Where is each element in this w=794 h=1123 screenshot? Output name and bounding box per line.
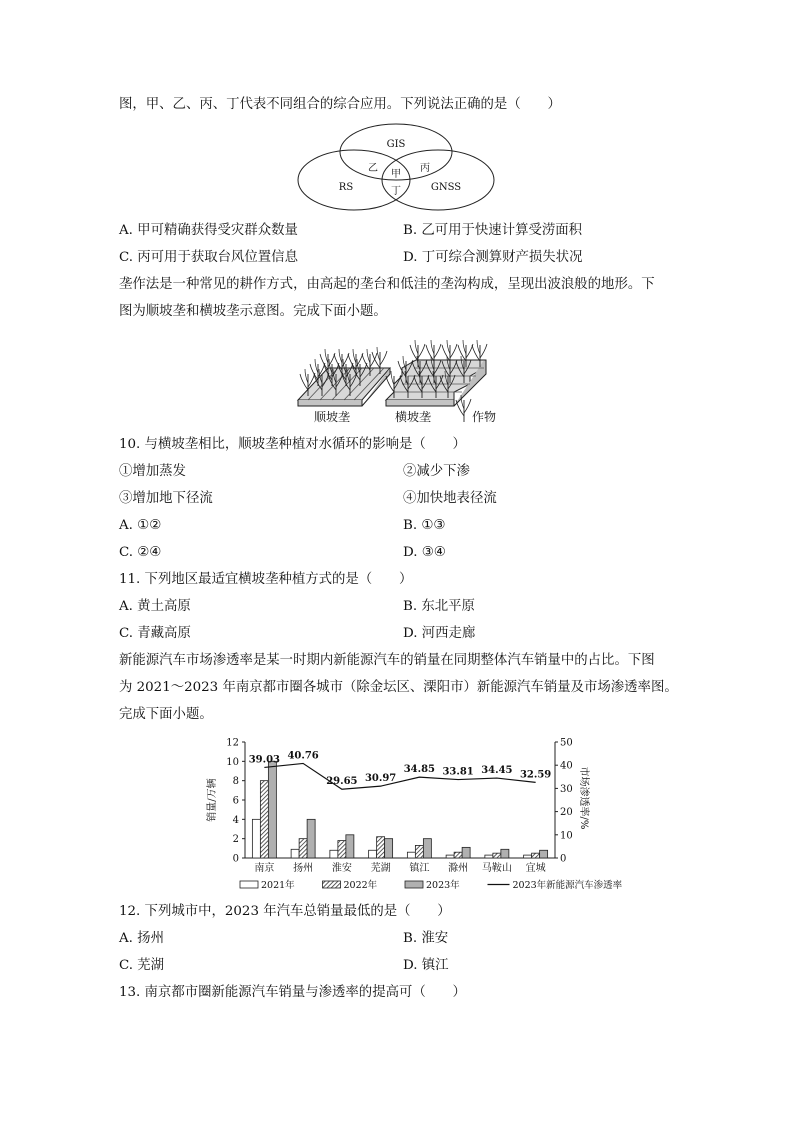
- bar-2021年-镇江: [407, 852, 415, 858]
- venn-label-gnss: GNSS: [430, 182, 462, 193]
- q10-option-c: C. ②④: [119, 545, 162, 560]
- legend-label: 2021年: [261, 880, 295, 891]
- q10-item-1: ①增加蒸发: [119, 464, 186, 479]
- bar-2021年-宜城: [524, 855, 532, 858]
- venn-label-bing: 丙: [420, 163, 430, 174]
- venn-diagram: [296, 122, 496, 214]
- bar-2023年-扬州: [307, 819, 315, 858]
- x-tick-label: 芜湖: [370, 863, 391, 874]
- bar-2021年-扬州: [291, 849, 299, 858]
- penetration-rate-label: 40.76: [287, 750, 319, 762]
- x-tick-label: 南京: [254, 863, 275, 874]
- q11-option-a: A. 黄土高原: [119, 599, 191, 614]
- bar-2021年-芜湖: [369, 850, 377, 858]
- q11-option-d: D. 河西走廊: [403, 626, 476, 641]
- bar-2022年-南京: [260, 781, 268, 858]
- penetration-rate-label: 39.03: [248, 754, 281, 766]
- bar-2021年-马鞍山: [485, 855, 493, 858]
- bar-2022年-芜湖: [377, 837, 385, 858]
- ridge-intro-line2: 图为顺坡垄和横坡垄示意图。完成下面小题。: [119, 304, 387, 319]
- label-downslope: 顺坡垄: [313, 410, 351, 424]
- q10-item-4: ④加快地表径流: [403, 491, 497, 506]
- q12-option-d: D. 镇江: [403, 958, 449, 973]
- cross-slope-ridge: [386, 340, 487, 406]
- legend-swatch: [240, 881, 258, 888]
- q9-option-d: D. 丁可综合测算财产损失状况: [403, 250, 583, 265]
- q11-option-c: C. 青藏高原: [119, 626, 191, 641]
- q10-option-a: A. ①②: [119, 518, 162, 533]
- bar-2022年-扬州: [299, 839, 307, 858]
- q12-option-a: A. 扬州: [119, 931, 164, 946]
- penetration-rate-label: 34.85: [403, 764, 436, 776]
- y-tick-label-right: 20: [560, 807, 573, 819]
- q9-option-a: A. 甲可精确获得受灾群众数量: [119, 223, 298, 238]
- ev-intro-line2: 为 2021～2023 年南京都市圈各城市（除金坛区、溧阳市）新能源汽车销量及市场渗透率图。: [119, 680, 678, 695]
- bar-2021年-南京: [252, 819, 260, 858]
- bar-2023年-南京: [268, 761, 276, 858]
- legend-swatch: [405, 881, 423, 888]
- bar-2023年-芜湖: [385, 839, 393, 858]
- bar-2023年-淮安: [346, 835, 354, 858]
- penetration-rate-label: 33.81: [442, 766, 474, 778]
- bar-2021年-滁州: [446, 855, 454, 858]
- y-tick-label-left: 2: [232, 834, 239, 846]
- label-crop: 作物: [471, 410, 497, 424]
- y-tick-label-right: 30: [560, 783, 573, 795]
- legend-label: 2022年: [343, 880, 378, 891]
- y-tick-label-left: 4: [232, 814, 239, 826]
- bar-2022年-宜城: [532, 853, 540, 858]
- q9-stem-tail: 图，甲、乙、丙、丁代表不同组合的综合应用。下列说法正确的是（ ）: [119, 97, 561, 112]
- venn-label-rs: RS: [338, 182, 354, 193]
- bar-2022年-滁州: [454, 852, 462, 858]
- ev-sales-chart: [200, 730, 623, 898]
- venn-label-jia: 甲: [391, 169, 401, 180]
- q9-option-c: C. 丙可用于获取台风位置信息: [119, 250, 298, 265]
- legend-label: 2023年: [426, 880, 460, 891]
- q12-option-c: C. 芜湖: [119, 958, 165, 973]
- bar-2023年-滁州: [462, 847, 470, 858]
- venn-label-ding: 丁: [391, 186, 401, 197]
- y-tick-label-left: 10: [226, 756, 239, 768]
- y-axis-label-left: 销量/万辆: [207, 778, 218, 822]
- bar-2022年-马鞍山: [493, 853, 501, 858]
- q12-option-b: B. 淮安: [403, 931, 449, 946]
- q11-stem: 11. 下列地区最适宜横坡垄种植方式的是（ ）: [119, 572, 413, 587]
- q10-item-3: ③增加地下径流: [119, 491, 213, 506]
- y-tick-label-right: 10: [560, 830, 573, 842]
- bar-2023年-宜城: [540, 850, 548, 858]
- y-tick-label-right: 40: [560, 760, 573, 772]
- q10-option-b: B. ①③: [403, 518, 446, 533]
- penetration-rate-label: 29.65: [326, 776, 358, 788]
- q10-stem: 10. 与横坡垄相比，顺坡垄种植对水循环的影响是（ ）: [119, 437, 466, 452]
- penetration-rate-label: 30.97: [364, 773, 397, 785]
- q10-item-2: ②减少下渗: [403, 464, 470, 479]
- x-tick-label: 镇江: [409, 863, 430, 874]
- bar-2023年-镇江: [423, 839, 431, 858]
- venn-label-yi: 乙: [368, 163, 378, 174]
- ridge-intro-line1: 垄作法是一种常见的耕作方式，由高起的垄台和低洼的垄沟构成，呈现出波浪般的地形。下: [119, 277, 655, 292]
- legend-swatch: [323, 881, 341, 888]
- penetration-rate-label: 32.59: [519, 769, 552, 781]
- x-tick-label: 扬州: [293, 863, 314, 874]
- y-tick-label-left: 0: [232, 853, 239, 865]
- legend-label: 2023年新能源汽车渗透率: [512, 880, 623, 891]
- bar-2023年-马鞍山: [501, 849, 509, 858]
- y-tick-label-left: 8: [232, 776, 239, 788]
- ridge-figure: [294, 326, 504, 426]
- q11-option-b: B. 东北平原: [403, 599, 475, 614]
- bar-2022年-淮安: [338, 841, 346, 858]
- crop-legend-icon: [456, 395, 471, 422]
- y-tick-label-right: 50: [560, 737, 573, 749]
- y-tick-label-left: 12: [226, 737, 239, 749]
- y-tick-label-right: 0: [560, 853, 567, 865]
- q13-stem: 13. 南京都市圈新能源汽车销量与渗透率的提高可（ ）: [119, 985, 466, 1000]
- y-tick-label-left: 6: [232, 795, 239, 807]
- venn-label-gis: GIS: [386, 139, 406, 150]
- q10-option-d: D. ③④: [403, 545, 446, 560]
- x-tick-label: 马鞍山: [481, 863, 512, 874]
- label-cross-slope: 横坡垄: [394, 410, 432, 424]
- x-tick-label: 宜城: [525, 863, 546, 874]
- x-tick-label: 滁州: [448, 863, 469, 874]
- ev-intro-line3: 完成下面小题。: [119, 707, 213, 722]
- penetration-rate-label: 34.45: [481, 765, 513, 777]
- ev-intro-line1: 新能源汽车市场渗透率是某一时期内新能源汽车的销量在同期整体汽车销量中的占比。下图: [119, 653, 655, 668]
- downslope-ridge: [298, 347, 390, 406]
- q9-option-b: B. 乙可用于快速计算受涝面积: [403, 223, 583, 238]
- x-tick-label: 淮安: [331, 863, 352, 874]
- bar-2022年-镇江: [415, 845, 423, 858]
- q12-stem: 12. 下列城市中，2023 年汽车总销量最低的是（ ）: [119, 904, 451, 919]
- bar-2021年-淮安: [330, 850, 338, 858]
- y-axis-label-right: 市场渗透率/%: [578, 766, 589, 830]
